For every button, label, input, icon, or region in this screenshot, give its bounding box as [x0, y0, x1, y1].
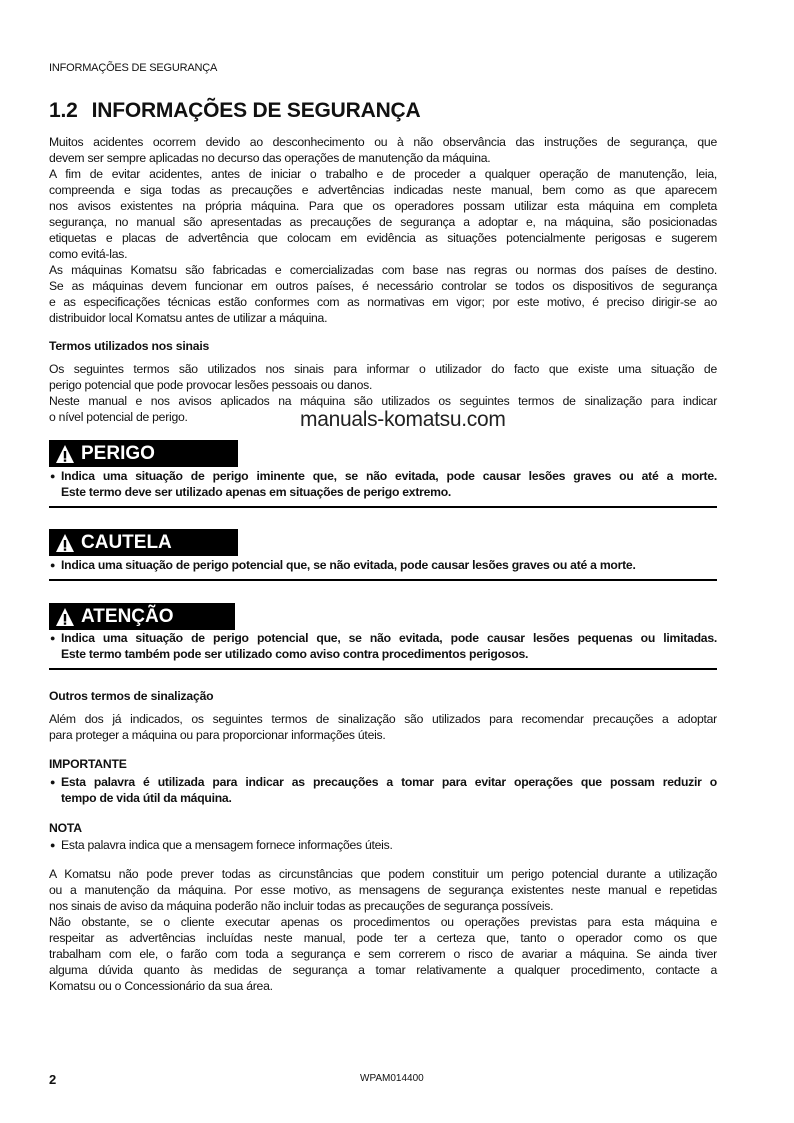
bullet-line: [49, 630, 717, 646]
text-line: nos avisos existentes na própria máquina. Para que os operadores possam utilizar esta máquina em completa: [49, 199, 717, 213]
text-line: devem ser sempre aplicadas no decurso das operações de manutenção da máquina.: [49, 151, 491, 165]
text-line: Komatsu ou o Concessionário da sua área.: [49, 979, 273, 993]
bullet-text: Indica uma situação de perigo potencial que, se não evitada, pode causar lesões graves ou até a morte.: [61, 558, 636, 572]
sign-label: CAUTELA: [81, 531, 172, 553]
closing-paragraph: [49, 866, 717, 994]
text-line: etiquetas e placas de advertência que colocam em evidência as situações potencialmente perigosas e sugerem: [49, 231, 717, 245]
note-description: [49, 837, 717, 853]
page-number: 2: [49, 1072, 57, 1087]
important-heading: IMPORTANTE: [49, 757, 127, 771]
other-terms-paragraph: [49, 711, 717, 743]
text-line: o nível potencial de perigo.: [49, 410, 188, 424]
warning-triangle-icon: [55, 607, 75, 627]
section-number: 1.2: [49, 99, 78, 122]
note-heading: NOTA: [49, 821, 82, 835]
divider: [49, 668, 717, 670]
text-line: A fim de evitar acidentes, antes de iniciar o trabalho e de proceder a qualquer operação de manutenção, leia,: [49, 167, 717, 181]
bullet-icon: ●: [50, 840, 56, 850]
intro-paragraph: [49, 134, 717, 326]
text-line: compreenda e siga todas as precauções e advertências indicadas neste manual, bem como as que aparecem: [49, 183, 717, 197]
text-line: respeitar as advertências incluídas neste manual, pode ter a certeza que, tanto o operador como os que: [49, 931, 717, 945]
sign-label: PERIGO: [81, 442, 155, 464]
text-line: distribuidor local Komatsu antes de utilizar a máquina.: [49, 311, 328, 325]
warning-triangle-icon: [55, 533, 75, 553]
sign-atencao: [49, 603, 235, 630]
bullet-line: [49, 646, 717, 662]
sign-cautela: [49, 529, 238, 556]
text-line: alguma dúvida quanto às medidas de segurança a tomar relativamente a qualquer procedimento, contacte a: [49, 963, 717, 977]
text-line: perigo potencial que pode provocar lesões pessoais ou danos.: [49, 378, 373, 392]
divider: [49, 579, 717, 581]
text-line: e as especificações técnicas estão conformes com as normativas em vigor; por este motivo, é preciso dirigir-se ao: [49, 295, 717, 309]
sign-perigo: [49, 440, 238, 467]
text-line: A Komatsu não pode prever todas as circunstâncias que podem constituir um perigo potencial durante a utilização: [49, 867, 717, 881]
text-line: para proteger a máquina ou para proporcionar informações úteis.: [49, 728, 386, 742]
bullet-text: Esta palavra é utilizada para indicar as precauções a tomar para evitar operações que possam reduzir o: [61, 775, 717, 789]
warning-triangle-icon: [55, 444, 75, 464]
important-description: [49, 774, 717, 806]
bullet-icon: ●: [50, 777, 56, 787]
text-line: Além dos já indicados, os seguintes termos de sinalização são utilizados para recomendar precauções a adoptar: [49, 712, 717, 726]
text-line: Não obstante, se o cliente executar apenas os procedimentos ou operações previstas para esta máquina e: [49, 915, 717, 929]
bullet-line: [49, 468, 717, 484]
bullet-text: Indica uma situação de perigo iminente que, se não evitada, pode causar lesões graves ou até a morte.: [61, 469, 717, 483]
text-line: Se as máquinas devem funcionar em outros países, é necessário controlar se todos os dispositivos de segurança: [49, 279, 717, 293]
text-line: Muitos acidentes ocorrem devido ao desconhecimento ou à não observância das instruções de segurança, que: [49, 135, 717, 149]
bullet-text: Este termo também pode ser utilizado como aviso contra procedimentos perigosos.: [61, 647, 529, 661]
text-line: ou a manutenção da máquina. Por esse motivo, as mensagens de segurança existentes neste manual e repetidas: [49, 883, 717, 897]
atencao-description: [49, 630, 717, 662]
bullet-line: [49, 837, 717, 853]
bullet-text: Esta palavra indica que a mensagem fornece informações úteis.: [61, 838, 393, 852]
bullet-line: [49, 774, 717, 790]
bullet-line: [49, 557, 717, 573]
signal-terms-heading: Termos utilizados nos sinais: [49, 339, 210, 353]
bullet-icon: ●: [50, 560, 56, 570]
running-header: INFORMAÇÕES DE SEGURANÇA: [49, 62, 218, 74]
text-line: Os seguintes termos são utilizados nos sinais para informar o utilizador do facto que existe uma situação de: [49, 362, 717, 376]
other-terms-heading: Outros termos de sinalização: [49, 689, 214, 703]
bullet-text: Este termo deve ser utilizado apenas em situações de perigo extremo.: [61, 485, 452, 499]
cautela-description: [49, 557, 717, 573]
sign-label: ATENÇÃO: [81, 605, 174, 627]
perigo-description: [49, 468, 717, 500]
bullet-line: [49, 484, 717, 500]
text-line: segurança, no manual são apresentadas as precauções de segurança a adoptar e, na máquina, são posicionadas: [49, 215, 717, 229]
bullet-text: tempo de vida útil da máquina.: [61, 791, 232, 805]
text-line: como evitá-las.: [49, 247, 128, 261]
text-line: trabalham com ele, o farão com toda a segurança e sem correrem o risco de avariar a máquina. Se ainda tiver: [49, 947, 717, 961]
bullet-icon: ●: [50, 633, 56, 643]
watermark: manuals-komatsu.com: [300, 408, 506, 431]
divider: [49, 506, 717, 508]
section-title: INFORMAÇÕES DE SEGURANÇA: [91, 99, 421, 122]
document-code: WPAM014400: [360, 1073, 424, 1084]
bullet-icon: ●: [50, 471, 56, 481]
text-line: Neste manual e nos avisos aplicados na máquina são utilizados os seguintes termos de sinalização para indicar: [49, 394, 717, 408]
page-title: [49, 99, 420, 123]
text-line: As máquinas Komatsu são fabricadas e comercializadas com base nas regras ou normas dos países de destino.: [49, 263, 717, 277]
bullet-text: Indica uma situação de perigo potencial que, se não evitada, pode causar lesões pequenas ou limitadas.: [61, 631, 717, 645]
text-line: nos sinais de aviso da máquina poderão não incluir todas as precauções de segurança possíveis.: [49, 899, 554, 913]
bullet-line: [49, 790, 717, 806]
